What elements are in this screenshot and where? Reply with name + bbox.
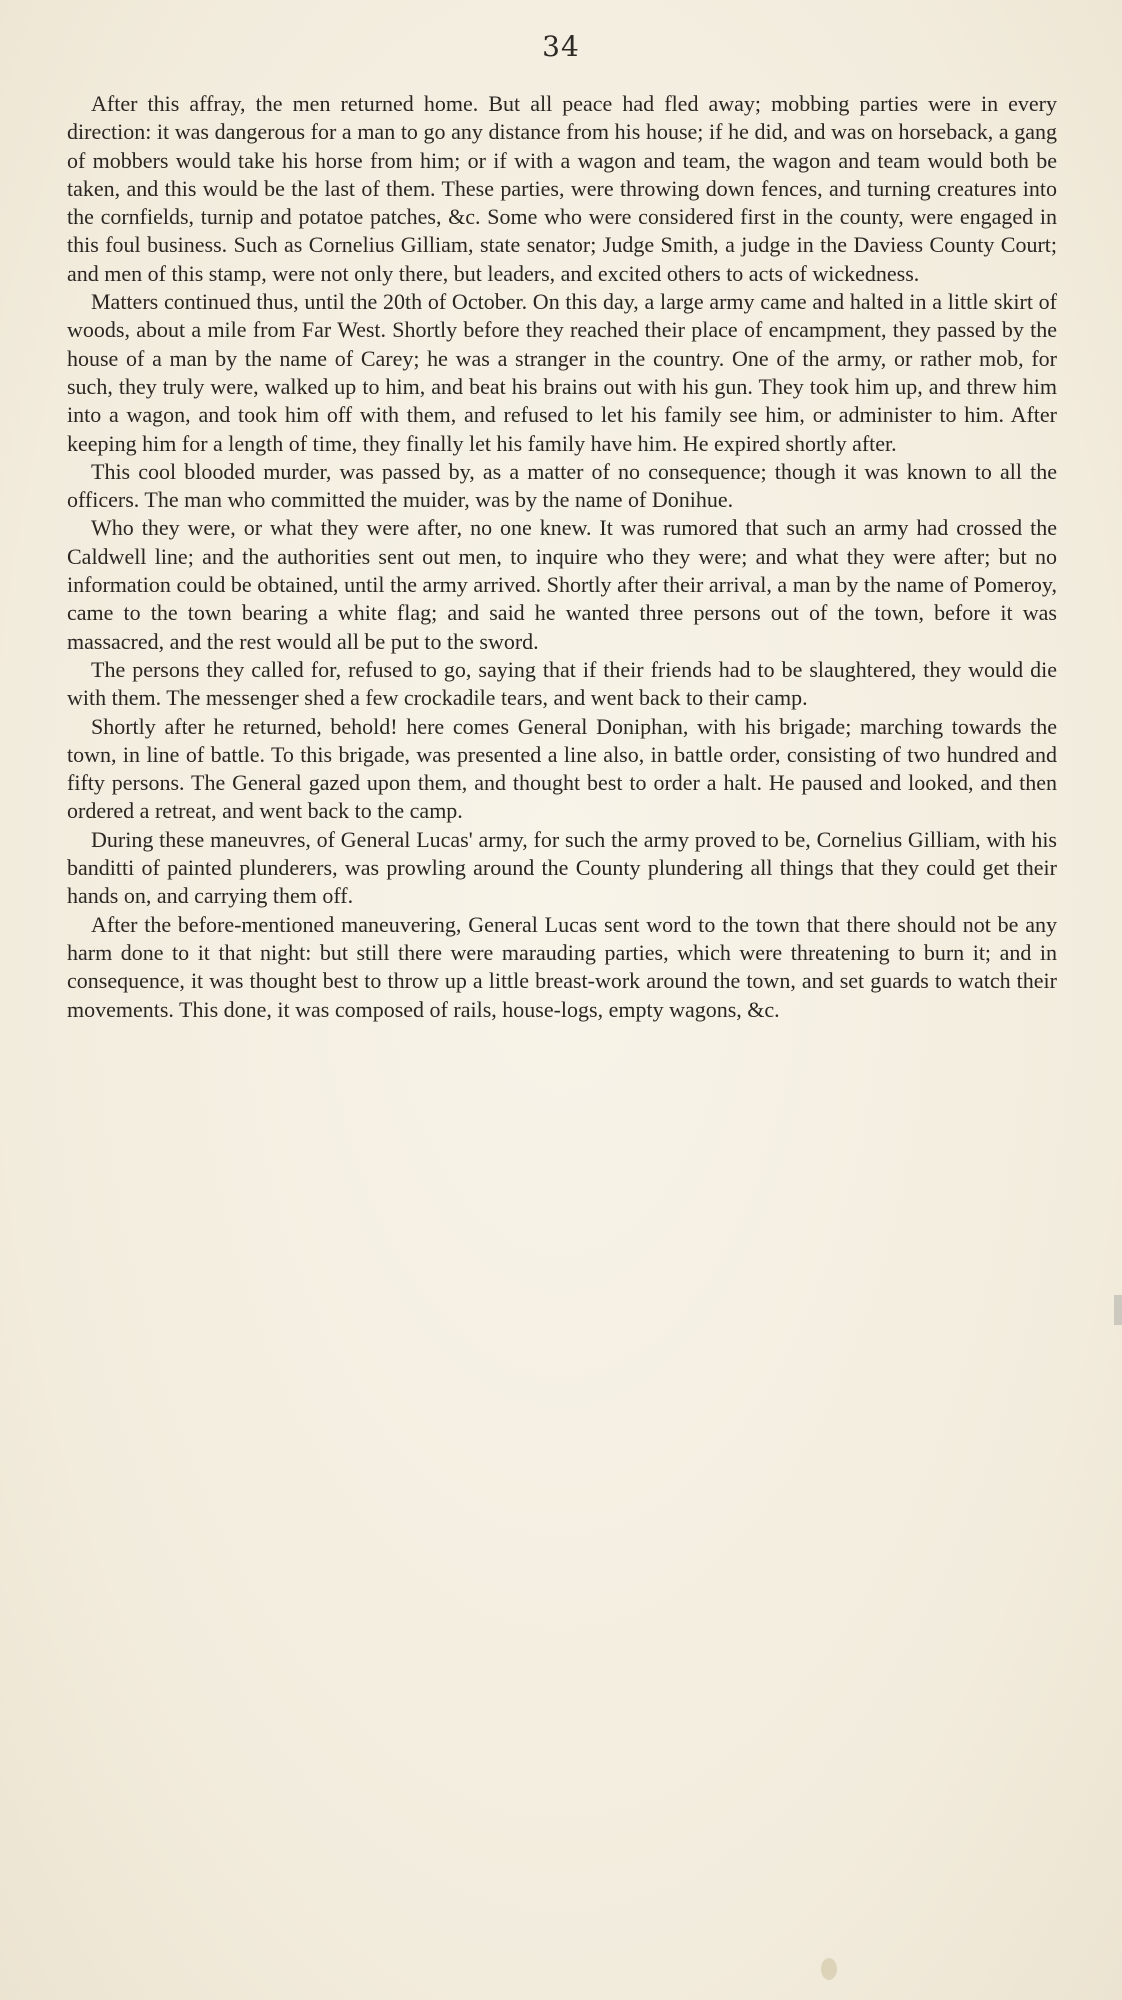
paragraph-breastwork: After the before-mentioned maneuvering, General Lucas sent word to the town that there should not be any harm done to it that night: but still there were marauding parties, which were threatening to burn it; and in consequence, it was thought best to throw up a little breast-work around the town, and set guards to watch their movements. This done, it was composed of rails, house-logs, empty wagons, &c. <box>67 911 1057 1022</box>
paragraph-refusal: The persons they called for, refused to go, saying that if their friends had to be slaughtered, they would die with them. The messenger shed a few crockadile tears, and went back to their camp. <box>67 656 1057 711</box>
paragraph-murder: This cool blooded murder, was passed by, as a matter of no consequence; though it was known to all the officers. The man who committed the muider, was by the name of Donihue. <box>67 458 1057 513</box>
paragraph-doniphan: Shortly after he returned, behold! here comes General Doniphan, with his brigade; marching towards the town, in line of battle. To this brigade, was presented a line also, in battle order, consisting of two hundred and fifty persons. The General gazed upon them, and thought best to order a halt. He paused and looked, and then ordered a retreat, and went back to the camp. <box>67 713 1057 824</box>
paper-stain <box>821 1958 837 1980</box>
page-body-text <box>67 90 1057 1024</box>
paragraph-rumor: Who they were, or what they were after, no one knew. It was rumored that such an army had crossed the Caldwell line; and the authorities sent out men, to inquire who they were; and what they were after; but no information could be obtained, until the army arrived. Shortly after their arrival, a man by the name of Pomeroy, came to the town bearing a white flag; and said he wanted three persons out of the town, before it was massacred, and the rest would all be put to the sword. <box>67 515 1057 654</box>
page-number: 34 <box>542 30 580 63</box>
paragraph-october-army: Matters continued thus, until the 20th of October. On this day, a large army came and halted in a little skirt of woods, about a mile from Far West. Shortly before they reached their place of encampment, they passed by the house of a man by the name of Carey; he was a stranger in the country. One of the army, or rather mob, for such, they truly were, walked up to him, and beat his brains out with his gun. They took him up, and threw him into a wagon, and took him off with them, and refused to let his family see him, or administer to him. After keeping him for a length of time, they finally let his family have him. He expired shortly after. <box>67 289 1057 456</box>
paragraph-affray: After this affray, the men returned home. But all peace had fled away; mobbing parties were in every direction: it was dangerous for a man to go any distance from his house; if he did, and was on horseback, a gang of mobbers would take his horse from him; or if with a wagon and team, the wagon and team would both be taken, and this would be the last of them. These parties, were throwing down fences, and turning creatures into the cornfields, turnip and potatoe patches, &c. Some who were considered first in the county, were engaged in this foul business. Such as Cornelius Gilliam, state senator; Judge Smith, a judge in the Daviess County Court; and men of this stamp, were not only there, but leaders, and excited others to acts of wickedness. <box>67 91 1057 286</box>
paragraph-gilliam: During these maneuvres, of General Lucas' army, for such the army proved to be, Cornelius Gilliam, with his banditti of painted plunderers, was prowling around the County plundering all things that they could get their hands on, and carrying them off. <box>67 826 1057 909</box>
page-edge-mark <box>1114 1295 1122 1325</box>
